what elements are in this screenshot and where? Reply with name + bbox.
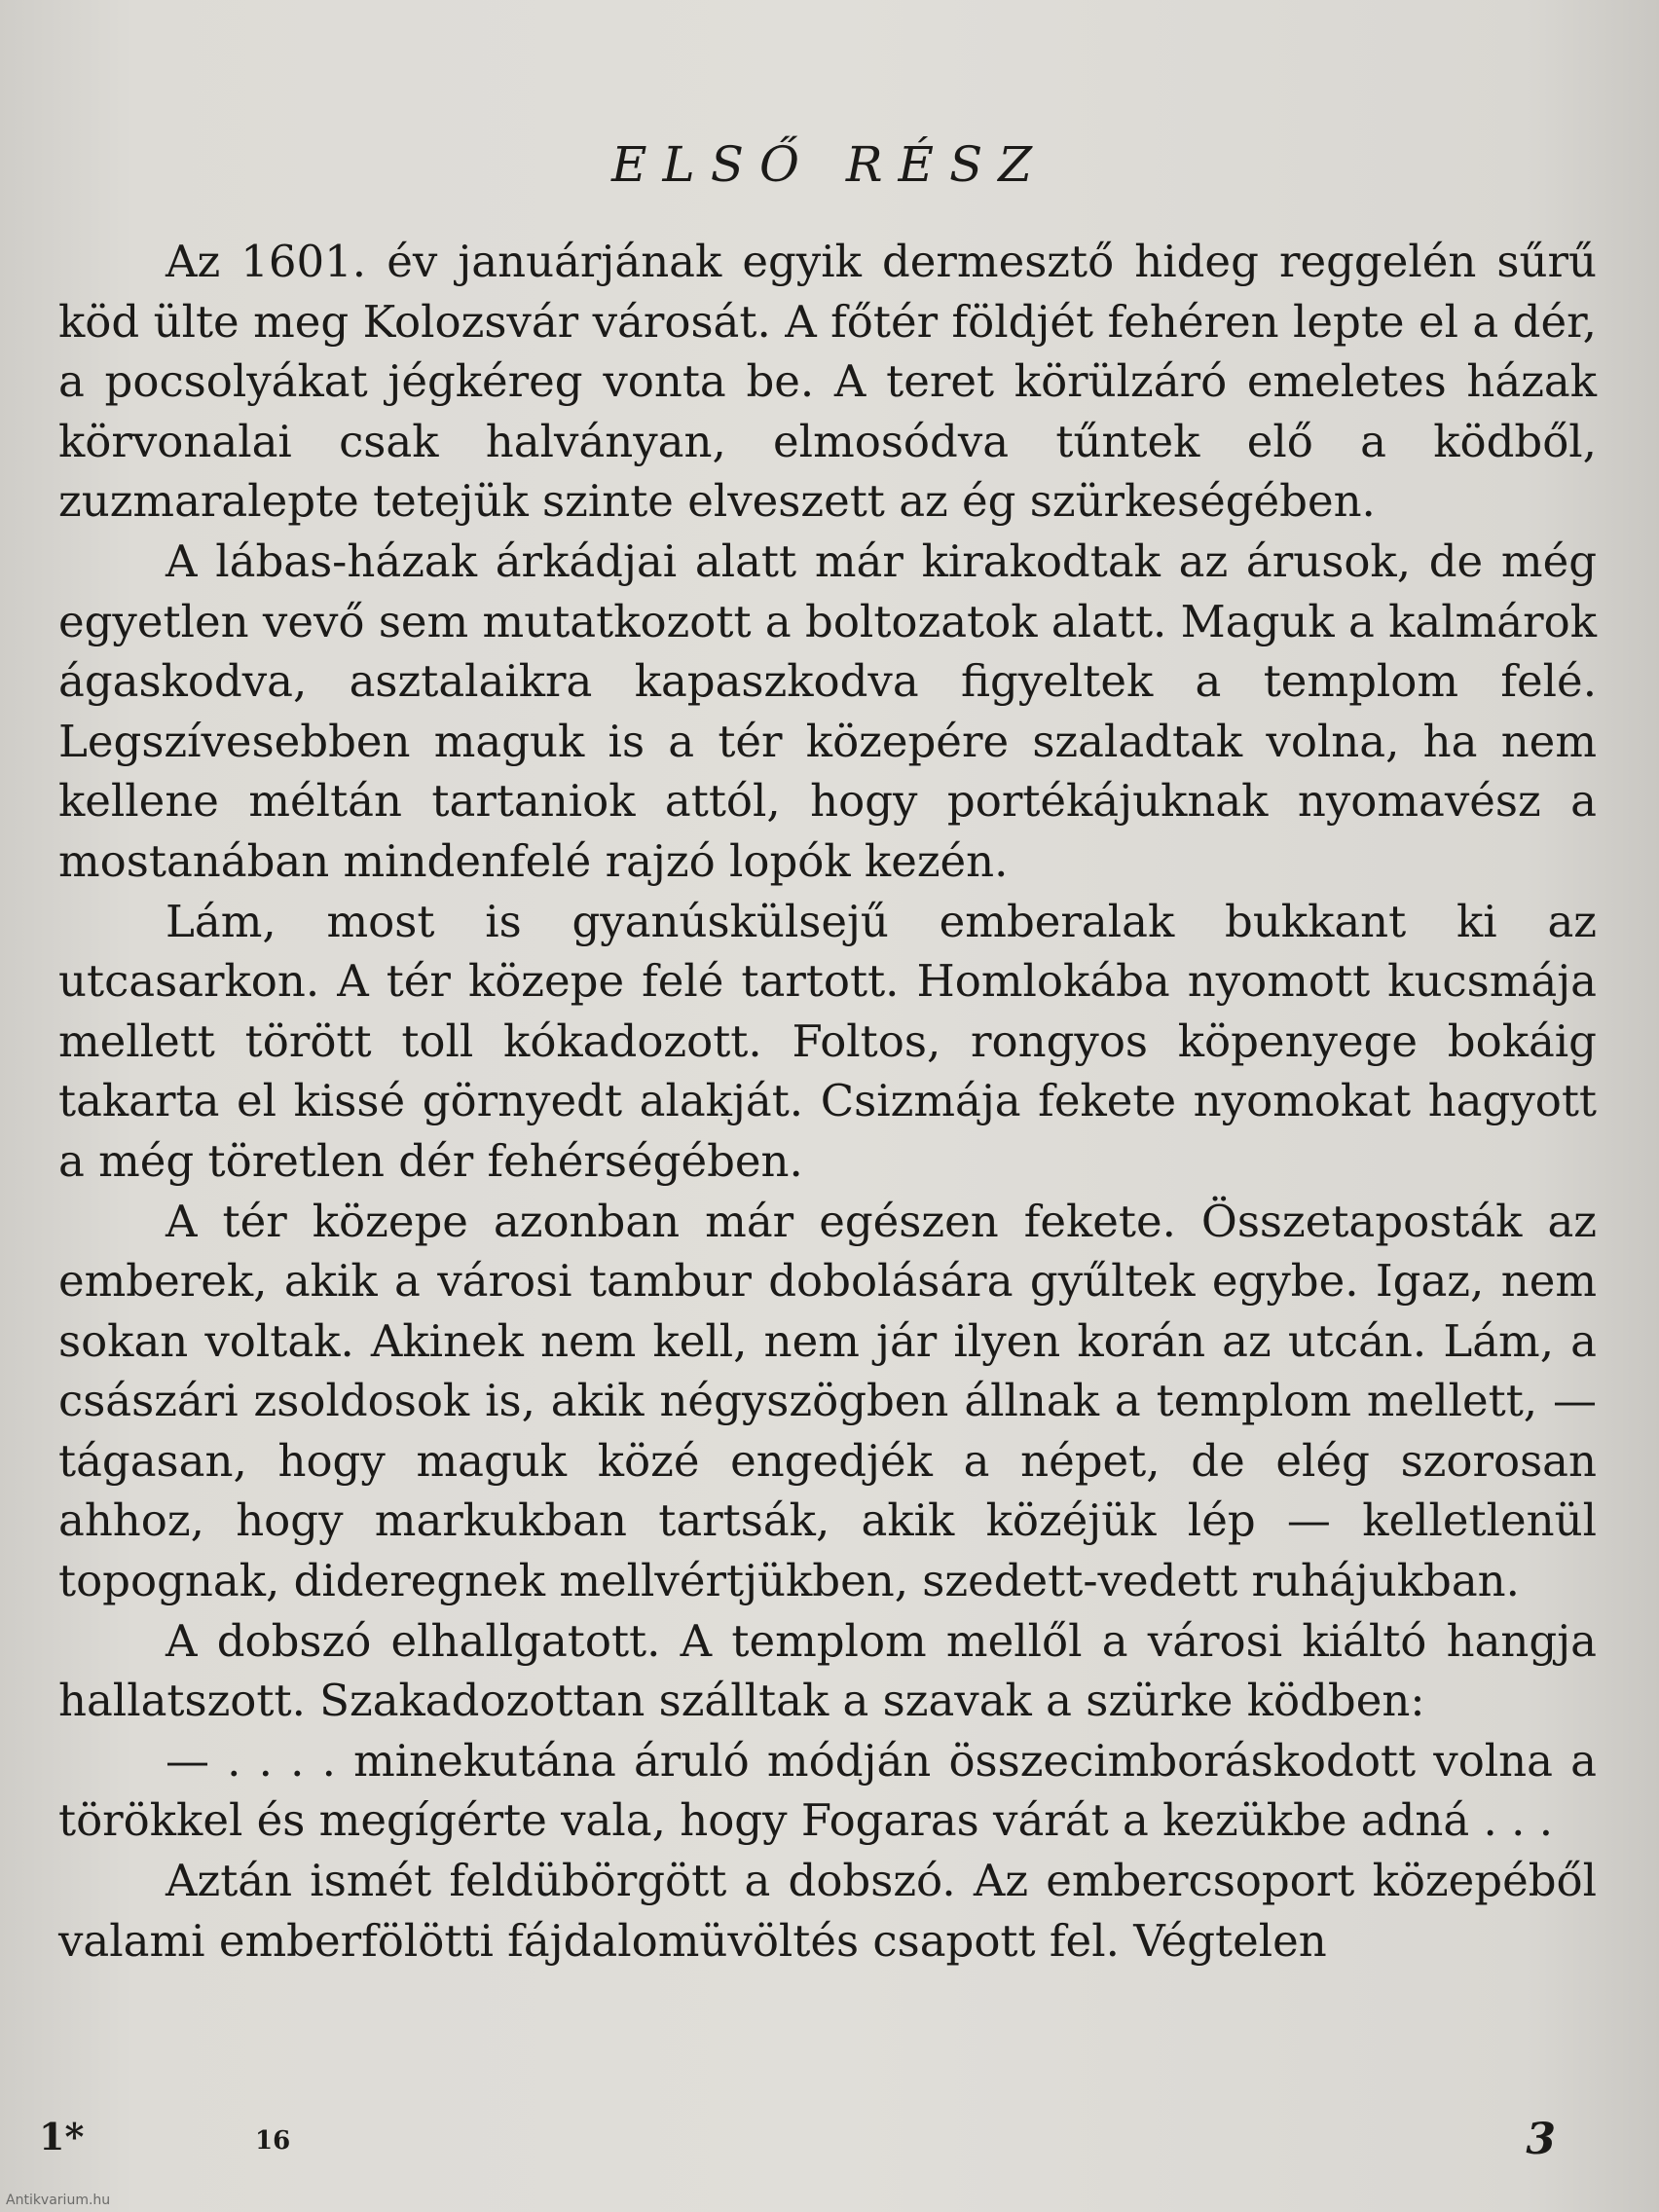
paragraph-2: A lábas-házak árkádjai alatt már kirakodtak az árusok, de még egyetlen vevő sem mutatkozott a boltozatok alatt. Maguk a kalmárok ágaskodva, asztalaikra kapaszkodva figyeltek a templom felé. Legszívesebben maguk is a tér közepére szaladtak volna, ha nem kellene méltán tartaniok attól, hogy portékájuknak nyomavész a mostanában mindenfelé rajzó lopók kezén. — [58, 535, 1597, 887]
page-footer — [0, 2115, 1659, 2173]
paragraph-5: A dobszó elhallgatott. A templom mellől a városi kiáltó hangja hallatszott. Szakadozottan szálltak a szavak a szürke ködben: — [58, 1614, 1597, 1727]
paragraph-6-quote: — . . . . minekutána áruló módján összecimboráskodott volna a törökkel és megígérte vala, hogy Fogaras várát a kezükbe adná . . . — [58, 1734, 1597, 1847]
paragraph-4: A tér közepe azonban már egészen fekete. Összetaposták az emberek, akik a városi tambur dobolására gyűltek egybe. Igaz, nem sokan voltak. Akinek nem kell, nem jár ilyen korán az utcán. Lám, a császári zsoldosok is, akik négyszögben állnak a templom mellett, — tágasan, hogy maguk közé engedjék a népet, de elég szorosan ahhoz, hogy markukban tartsák, akik közéjük lép — kelletlenül topognak, dideregnek mellvértjükben, szedett-vedett ruhájukban. — [58, 1195, 1597, 1607]
paragraph-1: Az 1601. év januárjának egyik dermesztő hideg reggelén sűrű köd ülte meg Kolozsvár városát. A főtér földjét fehéren lepte el a dér, a pocsolyákat jégkéreg vonta be. A teret körülzáró emeletes házak körvonalai csak halványan, elmosódva tűntek elő a ködből, zuzmaralepte tetejük szinte elveszett az ég szürkeségében. — [58, 236, 1597, 528]
signature-mark: 1* — [39, 2115, 85, 2158]
paragraph-7: Aztán ismét feldübörgött a dobszó. Az embercsoport közepéből valami emberfölötti fájdalomüvöltés csapott fel. Végtelen — [58, 1855, 1597, 1967]
page-number: 3 — [1526, 2115, 1556, 2164]
paragraph-3: Lám, most is gyanúskülsejű emberalak bukkant ki az utcasarkon. A tér közepe felé tartott. Homlokába nyomott kucsmája mellett törött toll kókadozott. Foltos, rongyos köpenyege bokáig takarta el kissé görnyedt alakját. Csizmája fekete nyomokat hagyott a még töretlen dér fehérségében. — [58, 895, 1597, 1187]
body-text — [58, 232, 1597, 1971]
page-heading: ELSŐ RÉSZ — [611, 136, 1048, 193]
footnote-number: 16 — [255, 2126, 291, 2156]
watermark: Antikvarium.hu — [6, 2193, 111, 2208]
